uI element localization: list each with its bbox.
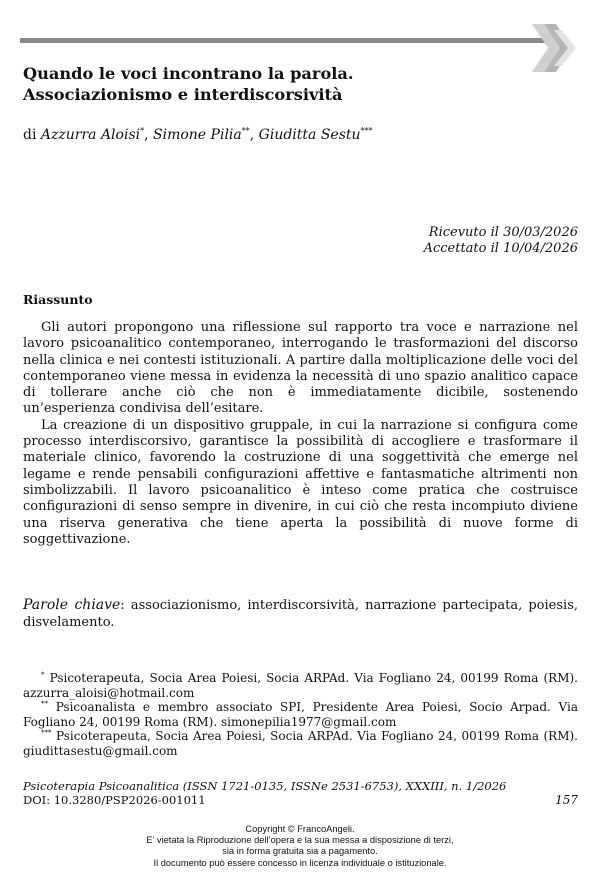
keywords-text: : associazionismo, interdiscorsività, narrazione partecipata, poiesis, disvelamento. [23,598,578,630]
author-1: Azzurra Aloisi [40,127,141,143]
journal-info [23,779,578,807]
footnote-1 [23,671,578,700]
footnotes [23,671,578,759]
abstract-paragraph-2: La creazione di un dispositivo gruppale, in cui la narrazione si configura come processo interdiscorsivo, garantisce la possibilità di accogliere e trasformare il materiale clinico, favorendo la costruzione di una soggettività che emerge nel legame e rende pensabili configurazioni affettive e fantasmatiche altrimenti non simbolizzabili. Il lavoro psicoanalitico è inteso come pratica che costruisce configurazioni di senso sempre in divenire, in cui ciò che resta incompiuto diviene una riserva generativa che tiene aperta la possibilità di nuove forme di soggettivazione. [23,417,578,547]
footnote-3-text: Psicoterapeuta, Socia Area Poiesi, Socia ARPAd. Via Fogliano 24, 00199 Roma (RM). giudittasestu@gmail.com [23,729,578,758]
abstract-heading: Riassunto [23,292,93,307]
footnote-2-mark: ** [41,700,48,709]
copyright-line-1: Copyright © FrancoAngeli. [245,824,355,834]
copyright-notice [0,824,600,869]
abstract-body [23,320,578,548]
accepted-date: Accettato il 10/04/2026 [423,241,578,256]
title-line-1: Quando le voci incontrano la parola. [23,64,354,83]
author-3-mark: *** [360,126,373,136]
copyright-line-4: Il documento può essere concesso in licenza individuale o istituzionale. [153,857,447,868]
page-number: 157 [555,793,578,807]
keywords [23,597,578,631]
article-title [23,63,543,105]
received-date: Ricevuto il 30/03/2026 [428,225,578,240]
author-1-mark: * [140,126,145,136]
author-line: di Azzurra Aloisi*, Simone Pilia**, Giuditta Sestu*** [23,126,373,143]
footnote-3 [23,729,578,758]
author-2-mark: ** [241,126,250,136]
abstract-paragraph-1: Gli autori propongono una riflessione sul rapporto tra voce e narrazione nel lavoro psicoanalitico contemporaneo, interrogando le trasformazioni del discorso nella clinica e nei contesti istituzionali. A partire dalla moltiplicazione delle voci del contemporaneo viene messa in evidenza la necessità di uno spazio analitico capace di tollerare anche ciò che non è immediatamente dicibile, sostenendo un’esperienza condivisa dell’esitare. [23,320,578,417]
footnote-3-mark: *** [41,729,52,738]
journal-citation: Psicoterapia Psicoanalitica (ISSN 1721-0135, ISSNe 2531-6753), XXXIII, n. 1/2026 [23,779,507,793]
author-2: Simone Pilia [153,127,242,143]
keywords-label: Parole chiave [23,597,121,613]
doi: DOI: 10.3280/PSP2026-001011 [23,793,206,807]
footnote-2-text: Psicoanalista e membro associato SPI, Presidente Area Poiesi, Socio Arpad. Via Fogliano 24, 00199 Roma (RM). simonepilia1977@gmail.com [23,700,578,729]
copyright-line-2: E’ vietata la Riproduzione dell’opera e la sua messa a disposizione di terzi, [146,835,454,846]
title-line-2: Associazionismo e interdiscorsività [23,85,343,104]
header-rule [20,38,550,43]
authors-prefix: di [23,127,41,143]
submission-dates [424,225,578,257]
footnote-1-mark: * [41,671,45,679]
footnote-2 [23,700,578,729]
copyright-line-3: sia in forma gratuita sia a pagamento. [222,846,378,857]
author-3: Giuditta Sestu [258,127,361,143]
footnote-1-text: Psicoterapeuta, Socia Area Poiesi, Socia ARPAd. Via Fogliano 24, 00199 Roma (RM). azzurra_aloisi@hotmail.com [23,671,578,700]
